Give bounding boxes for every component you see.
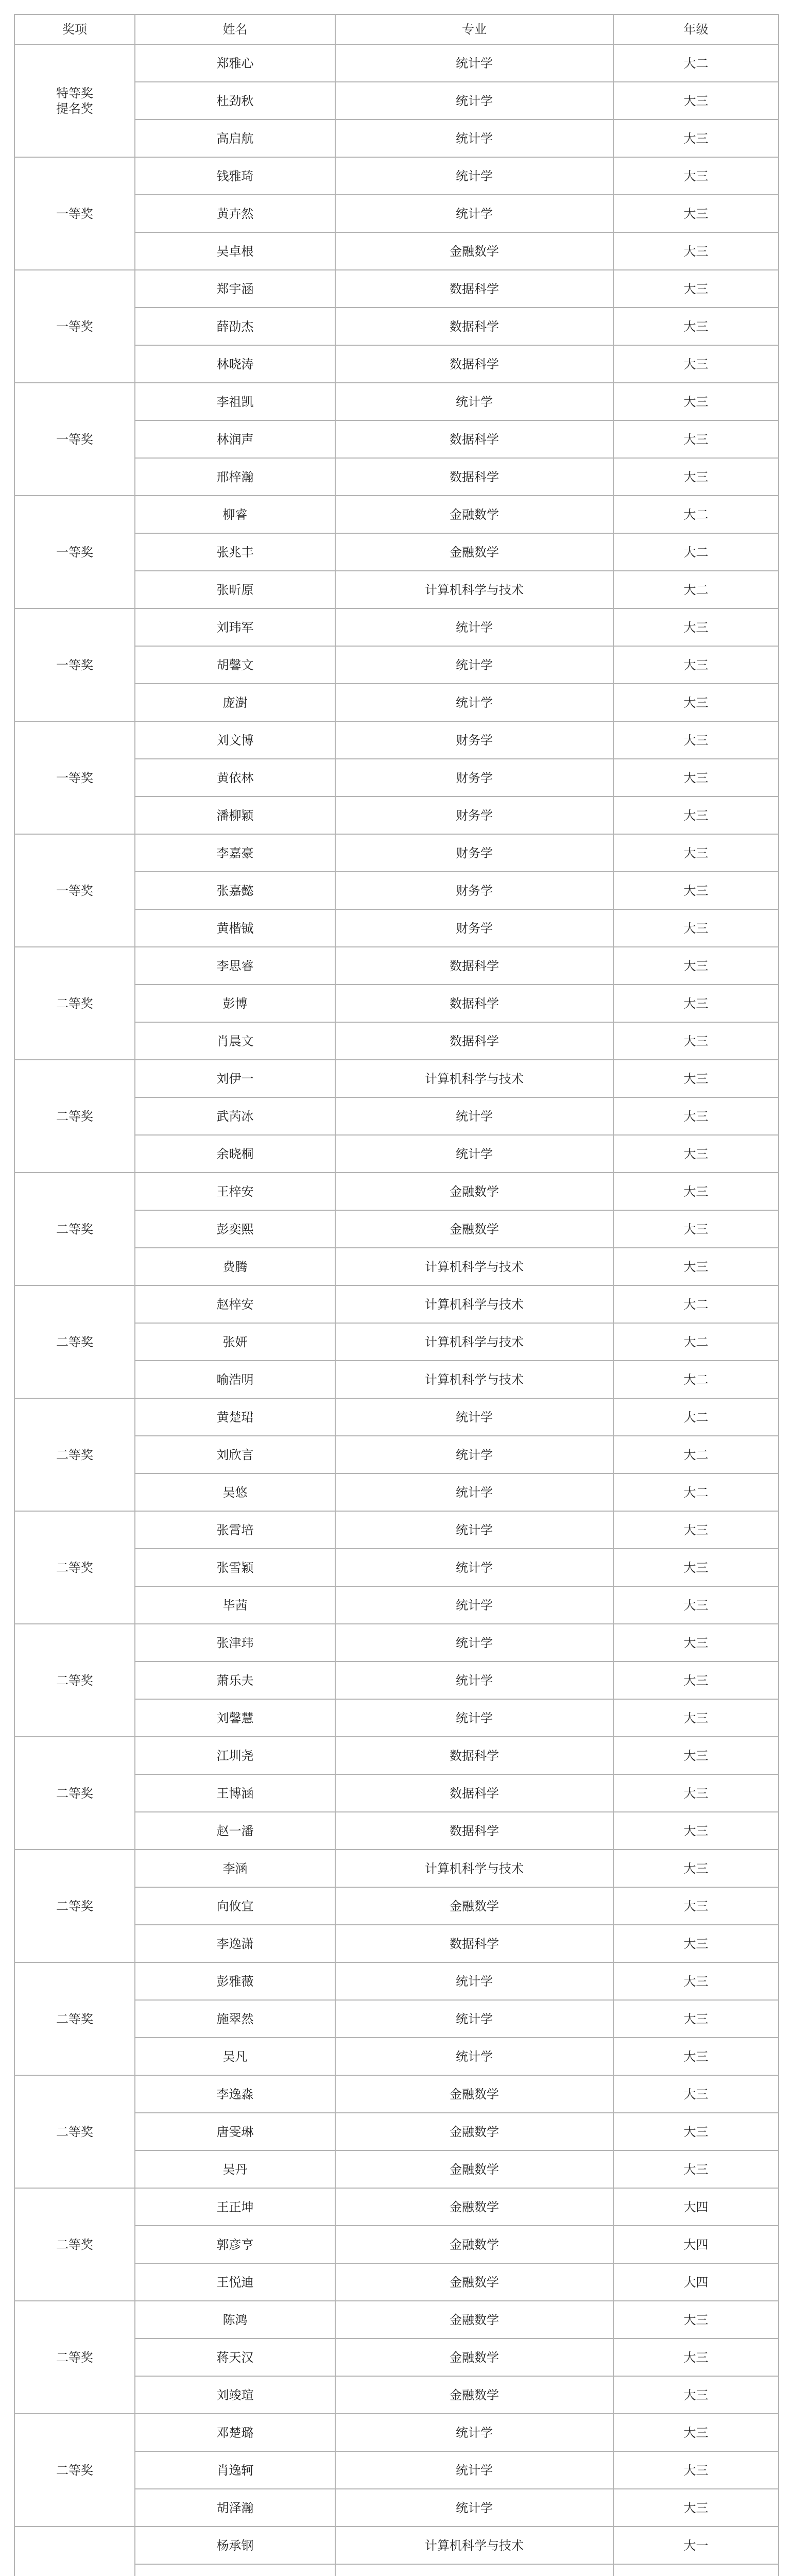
major-cell: 财务学 [335,872,613,909]
name-cell: 彭雅薇 [135,1962,335,2000]
award-label: 一等奖 [56,883,93,898]
grade-cell: 大三 [613,834,779,872]
grade-cell: 大三 [613,646,779,684]
major-cell: 统计学 [335,2489,613,2527]
grade-cell: 大三 [613,2414,779,2451]
grade-cell: 大三 [613,608,779,646]
award-cell [14,2188,135,2301]
grade-cell: 大四 [613,2263,779,2301]
major-cell: 统计学 [335,1436,613,1473]
name-cell: 庞澍 [135,684,335,721]
grade-cell: 大三 [613,872,779,909]
name-cell: 李思睿 [135,947,335,985]
award-cell [14,2527,135,2576]
name-cell: 费腾 [135,1248,335,1285]
grade-cell: 大三 [613,2000,779,2038]
header-grade: 年级 [613,14,779,44]
table-row [14,1962,779,2000]
name-cell: 张雪颖 [135,1549,335,1586]
name-cell: 肖晨文 [135,1022,335,1060]
grade-cell: 大四 [613,2226,779,2263]
award-cell [14,1850,135,1962]
major-cell: 金融数学 [335,2150,613,2188]
table-row [14,1060,779,1097]
grade-cell: 大三 [613,2489,779,2527]
name-cell: 向攸宜 [135,1887,335,1925]
award-label: 二等奖 [56,1109,93,1124]
grade-cell: 大三 [613,1173,779,1210]
table-row [14,947,779,985]
award-label: 一等奖 [56,206,93,221]
table-row [14,44,779,82]
major-cell: 统计学 [335,2038,613,2075]
major-cell: 财务学 [335,834,613,872]
table-row [14,608,779,646]
major-cell: 金融数学 [335,1887,613,1925]
grade-cell: 大一 [613,2527,779,2564]
table-row [14,2301,779,2338]
major-cell: 数据科学 [335,1925,613,1962]
award-label: 二等奖 [56,1447,93,1462]
name-cell: 钱雅琦 [135,157,335,195]
header-major: 专业 [335,14,613,44]
name-cell: 刘竣瑄 [135,2376,335,2414]
name-cell: 李嘉豪 [135,834,335,872]
award-label: 一等奖 [56,545,93,560]
name-cell: 蒋天汉 [135,2338,335,2376]
grade-cell: 大三 [613,1549,779,1586]
name-cell: 张津玮 [135,1624,335,1662]
grade-cell: 大三 [613,684,779,721]
major-cell: 金融数学 [335,1210,613,1248]
major-cell: 财务学 [335,759,613,796]
major-cell: 财务学 [335,721,613,759]
table-row [14,1624,779,1662]
major-cell: 统计学 [335,1511,613,1549]
table-row [14,496,779,533]
major-cell: 数据科学 [335,345,613,383]
award-label: 二等奖 [56,2237,93,2252]
major-cell: 财务学 [335,909,613,947]
table-row [14,2075,779,2113]
major-cell: 数据科学 [335,985,613,1022]
major-cell: 财务学 [335,796,613,834]
name-cell: 吴悠 [135,1473,335,1511]
major-cell: 金融数学 [335,496,613,533]
name-cell: 刘玮军 [135,608,335,646]
name-cell: 邓楚璐 [135,2414,335,2451]
major-cell: 金融数学 [335,533,613,571]
major-cell: 金融数学 [335,2188,613,2226]
award-label: 一等奖 [56,657,93,672]
award-cell [14,496,135,608]
grade-cell: 大三 [613,1248,779,1285]
major-cell: 数据科学 [335,947,613,985]
grade-cell: 大三 [613,2376,779,2414]
award-label: 二等奖 [56,2350,93,2365]
grade-cell: 大三 [613,1624,779,1662]
name-cell: 武芮冰 [135,1097,335,1135]
name-cell: 彭奕熙 [135,1210,335,1248]
grade-cell: 大三 [613,1022,779,1060]
name-cell: 黄楚珺 [135,1398,335,1436]
award-cell [14,1398,135,1511]
grade-cell: 大三 [613,120,779,157]
major-cell: 统计学 [335,1699,613,1737]
table-row [14,1173,779,1210]
award-cell [14,947,135,1060]
award-label: 二等奖 [56,1786,93,1801]
table-row [14,1737,779,1774]
major-cell: 数据科学 [335,270,613,308]
grade-cell: 大四 [613,2188,779,2226]
name-cell: 杨承钢 [135,2527,335,2564]
award-label: 二等奖 [56,1222,93,1236]
grade-cell: 大二 [613,496,779,533]
name-cell: 萧乐夫 [135,1662,335,1699]
grade-cell: 大三 [613,383,779,420]
name-cell: 张兆丰 [135,533,335,571]
major-cell: 金融数学 [335,2338,613,2376]
grade-cell: 大三 [613,195,779,232]
grade-cell: 大三 [613,2301,779,2338]
name-cell: 王正坤 [135,2188,335,2226]
major-cell: 计算机科学与技术 [335,1060,613,1097]
table-row [14,721,779,759]
name-cell: 肖逸轲 [135,2451,335,2489]
header-name: 姓名 [135,14,335,44]
major-cell: 数据科学 [335,420,613,458]
major-cell: 统计学 [335,1097,613,1135]
award-label: 提名奖 [56,101,93,116]
grade-cell: 大三 [613,420,779,458]
name-cell: 薛劭杰 [135,308,335,345]
major-cell: 计算机科学与技术 [335,1323,613,1361]
major-cell: 计算机科学与技术 [335,1850,613,1887]
major-cell: 统计学 [335,2000,613,2038]
table-row [14,1285,779,1323]
major-cell: 统计学 [335,2451,613,2489]
award-cell [14,1285,135,1398]
award-label: 二等奖 [56,2463,93,2478]
name-cell: 黄依林 [135,759,335,796]
name-cell: 吴卓根 [135,232,335,270]
grade-cell: 大三 [613,721,779,759]
grade-cell: 大二 [613,571,779,608]
major-cell: 金融数学 [335,2226,613,2263]
name-cell: 赵一潘 [135,1812,335,1850]
grade-cell: 大二 [613,44,779,82]
grade-cell: 大三 [613,1586,779,1624]
award-label: 二等奖 [56,1560,93,1575]
table-row [14,1398,779,1436]
grade-cell: 大三 [613,1662,779,1699]
award-cell [14,1624,135,1737]
name-cell: 吴凡 [135,2038,335,2075]
name-cell: 黄卉然 [135,195,335,232]
name-cell: 高启航 [135,120,335,157]
name-cell: 郑雅心 [135,44,335,82]
major-cell: 统计学 [335,44,613,82]
major-cell: 计算机科学与技术 [335,2527,613,2564]
award-label: 二等奖 [56,1899,93,1913]
grade-cell: 大二 [613,1285,779,1323]
grade-cell: 大三 [613,1210,779,1248]
grade-cell: 大三 [613,1962,779,2000]
name-cell: 吴丹 [135,2150,335,2188]
grade-cell: 大三 [613,232,779,270]
name-cell: 李祖凯 [135,383,335,420]
table-header-row [14,14,779,44]
award-cell [14,157,135,270]
name-cell: 王悦迪 [135,2263,335,2301]
major-cell: 统计学 [335,608,613,646]
major-cell: 数据科学 [335,458,613,496]
name-cell: 刘伊一 [135,1060,335,1097]
award-cell [14,44,135,157]
name-cell: 张嘉懿 [135,872,335,909]
name-cell: 刘馨慧 [135,1699,335,1737]
table-row [14,2188,779,2226]
grade-cell: 大三 [613,1774,779,1812]
grade-cell: 大三 [613,157,779,195]
major-cell: 数据科学 [335,308,613,345]
grade-cell: 大三 [613,458,779,496]
name-cell: 李逸淼 [135,2075,335,2113]
major-cell: 统计学 [335,1624,613,1662]
award-cell [14,834,135,947]
table-row [14,2414,779,2451]
grade-cell: 大三 [613,308,779,345]
name-cell: 李逸潇 [135,1925,335,1962]
major-cell [335,2564,613,2576]
name-cell: 张昕原 [135,571,335,608]
name-cell: 林晓涛 [135,345,335,383]
grade-cell: 大三 [613,270,779,308]
major-cell: 金融数学 [335,232,613,270]
table-row [14,1850,779,1887]
award-label: 二等奖 [56,2011,93,2026]
name-cell: 林润声 [135,420,335,458]
name-cell: 刘文博 [135,721,335,759]
award-cell [14,1173,135,1285]
award-cell [14,1060,135,1173]
major-cell: 统计学 [335,1549,613,1586]
major-cell: 金融数学 [335,2376,613,2414]
major-cell: 统计学 [335,157,613,195]
grade-cell: 大三 [613,985,779,1022]
grade-cell: 大三 [613,2150,779,2188]
major-cell: 金融数学 [335,2075,613,2113]
major-cell: 金融数学 [335,2113,613,2150]
major-cell: 统计学 [335,82,613,120]
name-cell: 邢梓瀚 [135,458,335,496]
grade-cell: 大二 [613,1323,779,1361]
major-cell: 统计学 [335,383,613,420]
grade-cell: 大二 [613,1398,779,1436]
grade-cell: 大三 [613,1812,779,1850]
major-cell: 统计学 [335,1662,613,1699]
award-label: 一等奖 [56,319,93,334]
award-label: 一等奖 [56,432,93,447]
major-cell: 统计学 [335,646,613,684]
name-cell: 施翠然 [135,2000,335,2038]
award-label: 二等奖 [56,996,93,1011]
grade-cell: 大三 [613,947,779,985]
major-cell: 金融数学 [335,2263,613,2301]
grade-cell: 大三 [613,1060,779,1097]
name-cell: 郑宇涵 [135,270,335,308]
grade-cell: 大二 [613,1436,779,1473]
grade-cell [613,2564,779,2576]
grade-cell: 大三 [613,909,779,947]
major-cell: 计算机科学与技术 [335,571,613,608]
award-cell [14,1737,135,1850]
name-cell: 江圳尧 [135,1737,335,1774]
grade-cell: 大三 [613,796,779,834]
name-cell: 刘欣言 [135,1436,335,1473]
grade-cell: 大二 [613,1473,779,1511]
name-cell: 王梓安 [135,1173,335,1210]
major-cell: 统计学 [335,120,613,157]
grade-cell: 大三 [613,82,779,120]
grade-cell: 大三 [613,2075,779,2113]
name-cell: 王博涵 [135,1774,335,1812]
name-cell: 唐雯琳 [135,2113,335,2150]
name-cell: 李涵 [135,1850,335,1887]
grade-cell: 大三 [613,1925,779,1962]
major-cell: 计算机科学与技术 [335,1248,613,1285]
award-label: 一等奖 [56,770,93,785]
grade-cell: 大二 [613,533,779,571]
grade-cell: 大三 [613,1737,779,1774]
major-cell: 统计学 [335,1398,613,1436]
name-cell: 潘柳颖 [135,796,335,834]
grade-cell: 大三 [613,1135,779,1173]
name-cell: 赵梓安 [135,1285,335,1323]
grade-cell: 大三 [613,1699,779,1737]
name-cell: 胡馨文 [135,646,335,684]
award-label: 二等奖 [56,1673,93,1688]
major-cell: 统计学 [335,1586,613,1624]
table-row [14,270,779,308]
grade-cell: 大三 [613,345,779,383]
header-award: 奖项 [14,14,135,44]
award-cell [14,2075,135,2188]
grade-cell: 大三 [613,1850,779,1887]
award-cell [14,270,135,383]
name-cell: 胡泽瀚 [135,2489,335,2527]
name-cell: 余晓桐 [135,1135,335,1173]
major-cell: 统计学 [335,1135,613,1173]
award-label: 二等奖 [56,2124,93,2139]
name-cell: 陈鸿 [135,2301,335,2338]
name-cell: 彭博 [135,985,335,1022]
award-cell [14,1962,135,2075]
major-cell: 统计学 [335,1962,613,2000]
name-cell: 杜劲秋 [135,82,335,120]
table-row [14,383,779,420]
name-cell: 郭彦亨 [135,2226,335,2263]
table-row [14,834,779,872]
name-cell: 柳睿 [135,496,335,533]
award-cell [14,383,135,496]
major-cell: 金融数学 [335,1173,613,1210]
major-cell: 数据科学 [335,1022,613,1060]
grade-cell: 大三 [613,759,779,796]
grade-cell: 大三 [613,2038,779,2075]
grade-cell: 大三 [613,2113,779,2150]
award-cell [14,2301,135,2414]
name-cell: 喻浩明 [135,1361,335,1398]
name-cell: 黄楷铖 [135,909,335,947]
major-cell: 统计学 [335,1473,613,1511]
award-cell [14,608,135,721]
major-cell: 统计学 [335,684,613,721]
grade-cell: 大二 [613,1361,779,1398]
major-cell: 计算机科学与技术 [335,1361,613,1398]
award-label: 二等奖 [56,1334,93,1349]
grade-cell: 大三 [613,1511,779,1549]
name-cell: 毕茜 [135,1586,335,1624]
grade-cell: 大三 [613,2451,779,2489]
awards-table [14,14,779,2576]
table-row [14,1511,779,1549]
award-cell [14,721,135,834]
major-cell: 计算机科学与技术 [335,1285,613,1323]
name-cell: 张妍 [135,1323,335,1361]
award-label: 特等奖 [56,86,93,100]
grade-cell: 大三 [613,1887,779,1925]
major-cell: 数据科学 [335,1737,613,1774]
major-cell: 数据科学 [335,1774,613,1812]
name-cell [135,2564,335,2576]
grade-cell: 大三 [613,1097,779,1135]
major-cell: 数据科学 [335,1812,613,1850]
award-cell [14,2414,135,2527]
award-cell [14,1511,135,1624]
name-cell: 张霄培 [135,1511,335,1549]
major-cell: 统计学 [335,195,613,232]
table-row [14,157,779,195]
grade-cell: 大三 [613,2338,779,2376]
table-row [14,2527,779,2564]
major-cell: 统计学 [335,2414,613,2451]
major-cell: 金融数学 [335,2301,613,2338]
